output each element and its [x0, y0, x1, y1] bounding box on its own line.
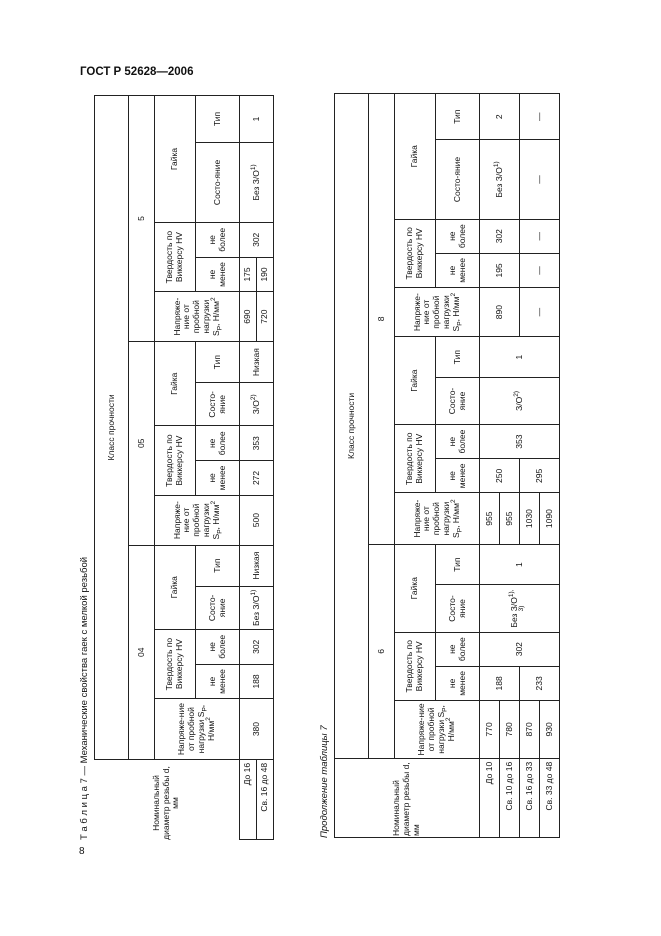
table-7-continued-block [318, 93, 560, 838]
diameter-cell: До 16 [240, 759, 257, 839]
hardness-header: Твердость по Виккерсу HV [395, 219, 436, 287]
table-cell: Низкая [240, 545, 274, 586]
diameter-cell: Св. 33 до 48 [540, 758, 560, 837]
stress-header: Напряже-ние от пробной нагрузки $S_P$, $Н/мм^2$ [395, 288, 480, 337]
table-cell: 770 [480, 701, 500, 759]
table-cell: — [520, 219, 560, 253]
table-cell: $З/О^{2)}$ [480, 377, 560, 424]
min-header: не менее [196, 664, 240, 699]
class-04: 04 [129, 545, 155, 759]
table-cell: $З/О^{2)}$ [240, 383, 274, 426]
min-header: не менее [436, 459, 480, 493]
page-number: 8 [79, 846, 85, 857]
table-cell: Без $З/О^{1), 3)}$ [480, 585, 560, 632]
table-cell: 302 [480, 219, 520, 253]
min-header: не менее [436, 253, 480, 287]
nut-header: Гайка [395, 544, 436, 632]
table-cell: 500 [240, 495, 274, 545]
max-header: не более [196, 426, 240, 461]
class-05: 05 [129, 342, 155, 546]
table-cell: Низкая [240, 342, 274, 383]
nut-header: Гайка [155, 342, 196, 426]
table-cell: 188 [480, 666, 520, 700]
table-cell: 380 [240, 699, 274, 760]
max-header: не более [196, 222, 240, 257]
table-cell: 1090 [540, 493, 560, 544]
table-7-block [78, 95, 274, 840]
type-header: Тип [436, 544, 480, 585]
diameter-cell: До 10 [480, 758, 500, 837]
document-header: ГОСТ Р 52628—2006 [80, 66, 194, 78]
max-header: не более [436, 632, 480, 666]
type-header: Тип [196, 342, 240, 383]
table-cell: 930 [540, 701, 560, 759]
table-cell: 353 [240, 426, 274, 461]
table-cell: 295 [520, 459, 560, 493]
table-cell: 302 [480, 632, 560, 666]
max-header: не более [196, 629, 240, 664]
continuation-caption: Продолжение таблицы 7 [319, 725, 330, 838]
state-header: Состо-яние [196, 383, 240, 426]
diameter-cell: Св. 16 до 48 [257, 759, 274, 839]
table-cell: 955 [500, 493, 520, 544]
class-8: 8 [369, 94, 395, 545]
table-7-continued [334, 93, 560, 838]
class-5: 5 [129, 96, 155, 342]
table-cell: 870 [520, 701, 540, 759]
table-cell: 302 [240, 629, 274, 664]
class-header: Класс прочности [95, 96, 129, 760]
table-cell: 302 [240, 222, 274, 257]
state-header: Состо-яние [436, 140, 480, 219]
table-cell: 690 [240, 292, 257, 342]
table-cell: 890 [480, 288, 520, 337]
table-cell: 175 [240, 257, 257, 292]
state-header: Состо-яние [436, 585, 480, 632]
table-cell: — [520, 94, 560, 140]
hardness-header: Твердость по Виккерсу HV [155, 222, 196, 291]
diameter-cell: Св. 16 до 33 [520, 758, 540, 837]
table-cell: 353 [480, 425, 560, 459]
state-header: Состо-яние [196, 142, 240, 222]
min-header: не менее [196, 461, 240, 496]
nut-header: Гайка [395, 337, 436, 425]
hardness-header: Твердость по Виккерсу HV [155, 426, 196, 495]
table-cell: 720 [257, 292, 274, 342]
state-header: Состо-яние [436, 377, 480, 424]
min-header: не менее [196, 257, 240, 292]
type-header: Тип [436, 94, 480, 140]
type-header: Тип [196, 545, 240, 586]
stress-header: Напряже-ние от пробной нагрузки $S_P$, $Н/мм^2$ [395, 493, 480, 544]
min-header: не менее [436, 666, 480, 700]
nut-header: Гайка [155, 96, 196, 223]
table-cell: 1 [240, 96, 274, 143]
table-cell: — [520, 140, 560, 219]
class-6: 6 [369, 544, 395, 758]
table-caption: Т а б л и ц а 7 — Механические свойства гаек с мелкой резьбой [79, 556, 90, 840]
table-cell: — [520, 288, 560, 337]
hardness-header: Твердость по Виккерсу HV [395, 632, 436, 700]
table-cell: 1 [480, 544, 560, 585]
stress-header: Напряже-ние от пробной нагрузки $S_P$, $Н/мм^2$ [155, 699, 240, 760]
state-header: Состо-яние [196, 586, 240, 629]
table-cell: 195 [480, 253, 520, 287]
table-cell: 272 [240, 461, 274, 496]
table-cell: 188 [240, 664, 274, 699]
diameter-header: Номинальный диаметр резьбы d, мм [150, 766, 181, 840]
max-header: не более [436, 219, 480, 253]
table-cell: 1 [480, 337, 560, 378]
type-header: Тип [436, 337, 480, 378]
class-header: Класс прочности [335, 94, 369, 759]
nut-header: Гайка [395, 94, 436, 220]
stress-header: Напряже-ние от пробной нагрузки $S_P$, $Н/мм^2$ [395, 701, 480, 759]
stress-header: Напряже-ние от пробной нагрузки $S_P$, $Н/мм^2$ [155, 292, 240, 342]
table-cell: 2 [480, 94, 520, 140]
table-cell: 233 [520, 666, 560, 700]
table-cell: Без $З/О^{1)}$ [240, 586, 274, 629]
stress-header: Напряже-ние от пробной нагрузки $S_P$, $Н/мм^2$ [155, 495, 240, 545]
hardness-header: Твердость по Виккерсу HV [395, 425, 436, 493]
table-cell: 780 [500, 701, 520, 759]
diameter-cell: Св. 10 до 16 [500, 758, 520, 837]
max-header: не более [436, 425, 480, 459]
table-cell: Без $З/О^{1)}$ [480, 140, 520, 219]
table-cell: 250 [480, 459, 520, 493]
table-cell: Без $З/О^{1)}$ [240, 142, 274, 222]
hardness-header: Твердость по Виккерсу HV [155, 629, 196, 698]
nut-header: Гайка [155, 545, 196, 629]
table-cell: 1030 [520, 493, 540, 544]
table-7 [94, 95, 274, 840]
diameter-header: Номинальный диаметр резьбы d, мм [335, 758, 480, 837]
table-cell: 955 [480, 493, 500, 544]
table-cell: — [520, 253, 560, 287]
table-cell: 190 [257, 257, 274, 292]
type-header: Тип [196, 96, 240, 143]
